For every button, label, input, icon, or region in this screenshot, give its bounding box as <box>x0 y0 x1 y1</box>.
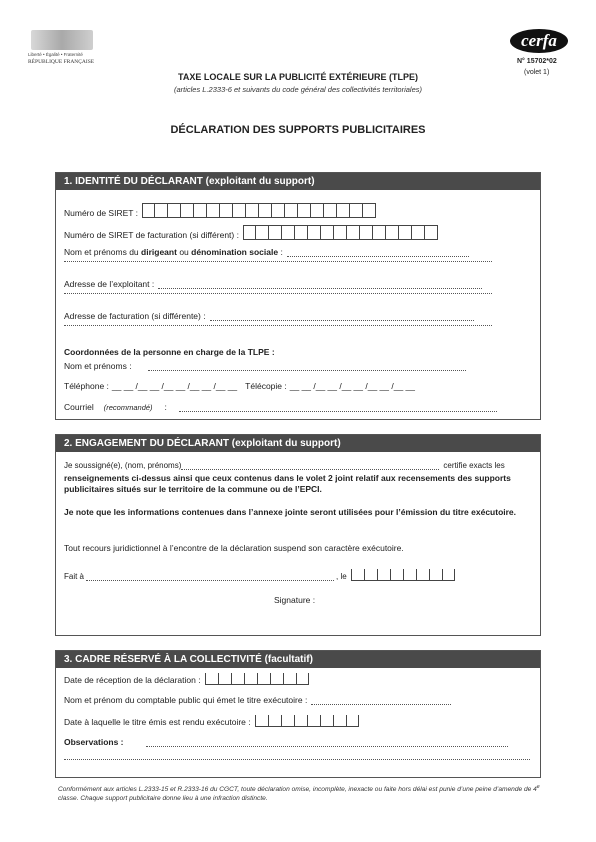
courriel-row <box>64 402 497 412</box>
telephone-row <box>64 381 415 391</box>
form-subtitle: (articles L.2333-6 et suivants du code général des collectivités territoriales) <box>173 85 423 94</box>
nom-label-colon: : <box>280 247 283 257</box>
courriel-note: (recommandé) <box>103 403 153 412</box>
courriel-label: Courriel <box>64 402 94 412</box>
siret-facturation-input-boxes[interactable] <box>243 225 438 240</box>
cerfa-logo: cerfa <box>510 29 568 53</box>
annexe-text: Je note que les informations contenues dans l’annexe jointe seront utilisées pour l’émission du titre exécutoire. <box>64 507 517 517</box>
soussigne-label: Je soussigné(e), (nom, prénoms) <box>64 461 182 470</box>
form-title: TAXE LOCALE SUR LA PUBLICITÉ EXTÉRIEURE (TLPE) <box>177 72 418 82</box>
republique-logo-image <box>31 30 93 50</box>
adresse-facturation-input[interactable] <box>210 312 474 321</box>
telecopie-label: Télécopie : <box>245 381 287 391</box>
logo-republique-francaise: RÉPUBLIQUE FRANÇAISE <box>28 59 95 65</box>
courriel-input[interactable] <box>179 403 497 412</box>
fait-le-date-input[interactable] <box>351 569 455 581</box>
nom-dirigeant-row <box>64 247 469 257</box>
courriel-colon: : <box>164 402 167 412</box>
fait-a-input[interactable] <box>86 572 334 581</box>
date-executoire-input[interactable] <box>255 715 359 727</box>
certifie-label: certifie exacts les <box>443 461 505 470</box>
siret-facturation-row <box>64 225 438 240</box>
telecopie-input[interactable]: __ __ /__ __ /__ __ /__ __ /__ __ <box>289 381 415 391</box>
footer-text-part2: classe. Chaque support publicitaire donne lieu à une infraction distincte. <box>58 795 268 803</box>
observations-label: Observations : <box>64 737 124 747</box>
telephone-label: Téléphone : <box>64 381 109 391</box>
date-executoire-label: Date à laquelle le titre émis est rendu exécutoire : <box>64 717 251 727</box>
nom-prenoms-input[interactable] <box>148 362 466 371</box>
date-reception-row <box>64 673 309 685</box>
adresse-label: Adresse de l’exploitant : <box>64 279 155 289</box>
le-label: , le <box>336 572 347 581</box>
soussigne-row <box>64 461 505 470</box>
adresse-facturation-input-line2[interactable] <box>64 325 492 326</box>
footer-superscript: e <box>536 784 540 790</box>
adresse-facturation-row <box>64 311 474 321</box>
comptable-input[interactable] <box>311 696 451 705</box>
observations-input-line2[interactable] <box>64 759 530 760</box>
section1-heading: 1. IDENTITÉ DU DÉCLARANT (exploitant du support) <box>56 173 540 190</box>
volet-label: (volet 1) <box>524 69 550 76</box>
date-executoire-row <box>64 715 359 727</box>
nom-label-dirigeant: dirigeant <box>141 247 177 257</box>
siret-facturation-label: Numéro de SIRET de facturation (si différent) : <box>64 230 239 240</box>
observations-input[interactable] <box>146 738 508 747</box>
logo-motto: Liberté • Égalité • Fraternité <box>28 52 83 57</box>
nom-prenoms-label: Nom et prénoms : <box>64 361 132 371</box>
siret-input-boxes[interactable] <box>142 203 376 218</box>
fait-row <box>64 569 455 581</box>
adresse-input-line2[interactable] <box>64 293 492 294</box>
nom-label-denomination: dénomination sociale <box>191 247 279 257</box>
siret-label: Numéro de SIRET : <box>64 208 139 218</box>
date-reception-input[interactable] <box>205 673 309 685</box>
cerfa-number: N° 15702*02 <box>517 58 557 65</box>
nom-dirigeant-input[interactable] <box>287 248 469 257</box>
nom-prenoms-row <box>64 361 466 371</box>
form-main-title: DÉCLARATION DES SUPPORTS PUBLICITAIRES <box>170 124 426 136</box>
adresse-facturation-label: Adresse de facturation (si différente) : <box>64 311 206 321</box>
coordonnees-heading: Coordonnées de la personne en charge de la TLPE : <box>64 347 275 357</box>
fait-a-label: Fait à <box>64 572 85 581</box>
comptable-row <box>64 695 451 705</box>
section-engagement-declarant <box>55 434 541 636</box>
telephone-input[interactable]: __ __ /__ __ /__ __ /__ __ /__ __ <box>111 381 238 391</box>
signature-label: Signature : <box>274 595 316 605</box>
section2-heading: 2. ENGAGEMENT DU DÉCLARANT (exploitant du support) <box>56 435 540 452</box>
nom-dirigeant-input-line2[interactable] <box>64 261 492 262</box>
footer-text-part1: Conformément aux articles L.2333-15 et R.2333-16 du CGCT, toute déclaration omise, incomplète, inexacte ou faite hors délai est punie d’une peine d’amende de 4 <box>58 786 537 794</box>
recours-text: Tout recours juridictionnel à l’encontre de la déclaration suspend son caractère exécutoire. <box>64 543 404 553</box>
observations-row <box>64 737 508 747</box>
comptable-label: Nom et prénom du comptable public qui émet le titre exécutoire : <box>64 695 308 705</box>
nom-label-part1: Nom et prénoms du <box>64 247 139 257</box>
section-cadre-collectivite <box>55 650 541 778</box>
engagement-text: renseignements ci-dessus ainsi que ceux contenus dans le volet 2 joint relatif aux recensements des supports publicitaires situés sur le territoire de la commune ou de l’EPCI. <box>64 473 511 494</box>
section-identite-declarant <box>55 172 541 420</box>
section3-heading: 3. CADRE RÉSERVÉ À LA COLLECTIVITÉ (facultatif) <box>56 651 540 668</box>
siret-row <box>64 203 376 218</box>
adresse-row <box>64 279 482 289</box>
nom-label-ou: ou <box>179 247 189 257</box>
soussigne-input[interactable] <box>181 461 439 470</box>
footer-legal-notice <box>58 783 542 803</box>
adresse-input[interactable] <box>158 280 482 289</box>
date-reception-label: Date de réception de la déclaration : <box>64 675 201 685</box>
